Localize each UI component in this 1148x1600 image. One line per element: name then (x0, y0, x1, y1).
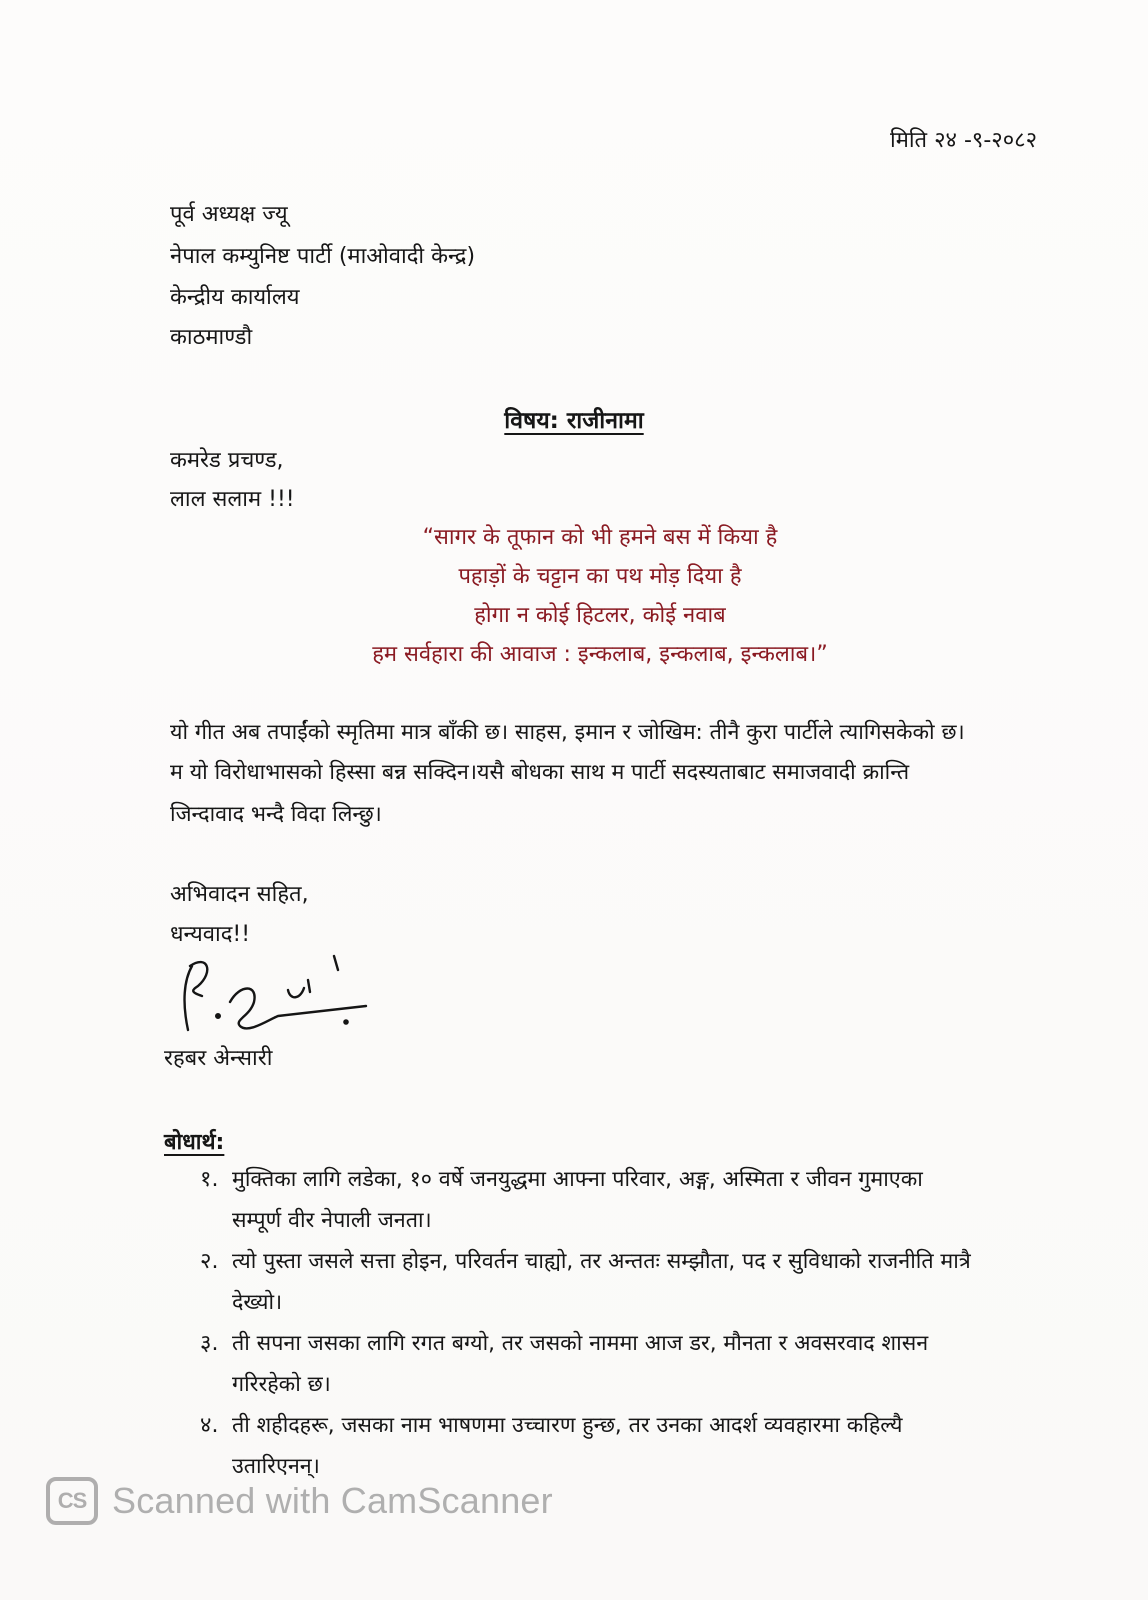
closing-regards: अभिवादन सहित, (170, 882, 309, 907)
cc-item-line: सम्पूर्ण वीर नेपाली जनता। (232, 1208, 432, 1233)
cc-item-line: त्यो पुस्ता जसले सत्ता होइन, परिवर्तन चाह्यो, तर अन्ततः सम्झौता, पद र सुविधाको राजनीति मात्रै (232, 1249, 971, 1274)
cc-item-line: देख्यो। (232, 1290, 283, 1315)
poem-line: पहाड़ों के चट्टान का पथ मोड़ दिया है (458, 564, 742, 589)
body-line: जिन्दावाद भन्दै विदा लिन्छु। (170, 802, 382, 827)
cc-item-number: २. (200, 1249, 219, 1274)
recipient-title: पूर्व अध्यक्ष ज्यू (170, 202, 288, 227)
subject-text: विषय: राजीनामा (504, 408, 644, 434)
watermark-text: Scanned with CamScanner (112, 1480, 553, 1521)
recipient-organization: नेपाल कम्युनिष्ट पार्टी (माओवादी केन्द्र) (170, 244, 476, 269)
cc-item-line: ती सपना जसका लागि रगत बग्यो, तर जसको नाममा आज डर, मौनता र अवसरवाद शासन (232, 1331, 929, 1356)
salutation-name: कमरेड प्रचण्ड, (170, 448, 284, 473)
cc-item-line: गरिरहेको छ। (232, 1372, 331, 1397)
cc-item-number: ३. (200, 1331, 219, 1356)
letter-subject (0, 406, 1148, 436)
cc-item-line: ती शहीदहरू, जसका नाम भाषणमा उच्चारण हुन्छ, तर उनका आदर्श व्यवहारमा कहिल्यै (232, 1413, 903, 1438)
body-line: यो गीत अब तपाईंको स्मृतिमा मात्र बाँकी छ। साहस, इमान र जोखिम: तीनै कुरा पार्टीले त्यागिसकेको छ। (170, 720, 965, 745)
cc-item-line: उतारिएनन्। (232, 1454, 320, 1479)
camscanner-logo-icon: CS (46, 1477, 98, 1525)
poem-line: “सागर के तूफान को भी हमने बस में किया है (422, 525, 778, 550)
poem-line: होगा न कोई हिटलर, कोई नवाब (474, 603, 726, 628)
poem-line: हम सर्वहारा की आवाज : इन्कलाब, इन्कलाब, इन्कलाब।” (372, 642, 828, 667)
cc-item-number: ४. (200, 1413, 219, 1438)
recipient-city: काठमाण्डौ (170, 325, 253, 350)
handwritten-signature (178, 950, 378, 1040)
letter-date: मिति २४ -९-२०८२ (890, 128, 1038, 153)
signatory-name: रहबर अेन्सारी (164, 1046, 273, 1071)
recipient-office: केन्द्रीय कार्यालय (170, 285, 300, 310)
cc-item-line: मुक्तिका लागि लडेका, १० वर्षे जनयुद्धमा आफ्ना परिवार, अङ्ग, अस्मिता र जीवन गुमाएका (232, 1167, 923, 1192)
cc-item-number: १. (200, 1167, 219, 1192)
salutation-greeting: लाल सलाम !!! (170, 487, 295, 512)
body-line: म यो विरोधाभासको हिस्सा बन्न सक्दिन।यसै बोधका साथ म पार्टी सदस्यताबाट समाजवादी क्रान्ति (170, 760, 910, 785)
camscanner-watermark (46, 1477, 553, 1525)
cc-heading: बोधार्थ: (164, 1130, 225, 1155)
closing-thanks: धन्यवाद!! (170, 922, 251, 947)
